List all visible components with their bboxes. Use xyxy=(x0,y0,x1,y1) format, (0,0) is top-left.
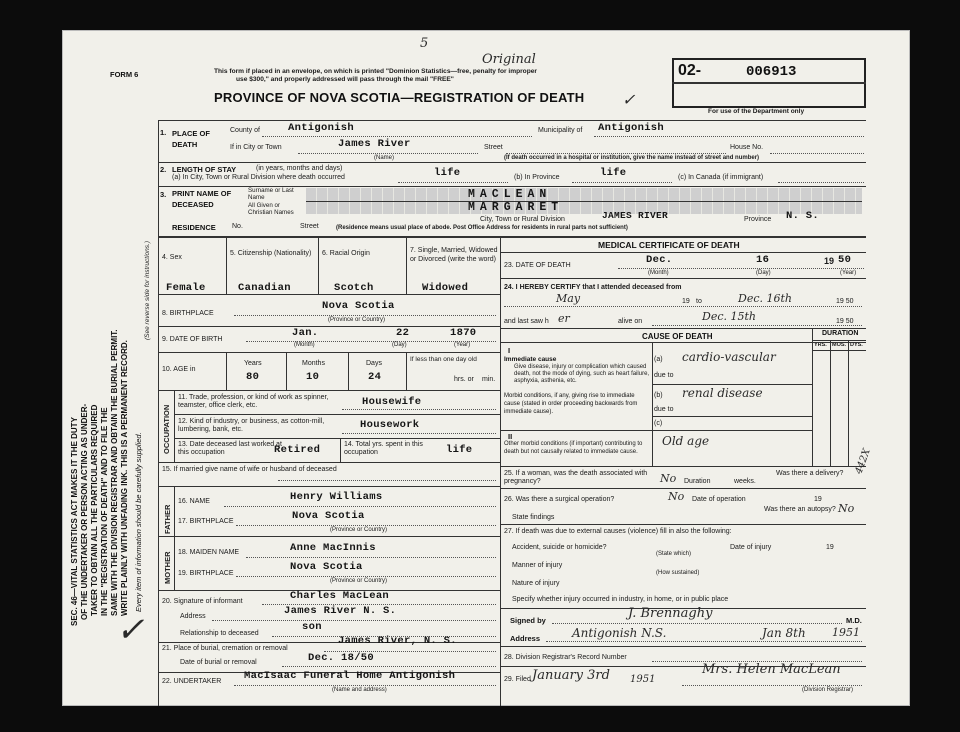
side-text-1: SEC. 46—VITAL STATISTICS ACT MAKES IT THE DUTY xyxy=(70,417,79,626)
informant-relationship-value: son xyxy=(302,621,322,633)
occupation-trade-value: Housewife xyxy=(362,396,422,408)
attended-from-hw: May xyxy=(556,292,581,305)
pregnancy-hw: No xyxy=(660,472,677,485)
dob-year-value: 1870 xyxy=(450,327,477,339)
death-month-value: Dec. xyxy=(646,254,673,266)
informant-address-value: James River N. S. xyxy=(284,605,397,617)
last-worked-value: Retired xyxy=(274,444,321,456)
handwritten-five: 5 xyxy=(420,36,429,51)
side-text-3: TAKER TO OBTAIN ALL THE PARTICULARS REQUIRED xyxy=(90,404,99,616)
residence-province-value: N. S. xyxy=(786,210,820,222)
residence-city-value: JAMES RIVER xyxy=(602,210,669,221)
filed-date-hw: January 3rd xyxy=(532,668,610,683)
form-title: PROVINCE OF NOVA SCOTIA—REGISTRATION OF DEATH xyxy=(214,90,585,105)
sex-value: Female xyxy=(166,282,206,294)
alive-on-hw: Dec. 15th xyxy=(702,310,756,323)
county-value: Antigonish xyxy=(288,122,355,134)
medical-certificate-title: MEDICAL CERTIFICATE OF DEATH xyxy=(598,240,740,250)
cause-of-death-title: CAUSE OF DEATH xyxy=(642,332,713,341)
father-side-label: FATHER xyxy=(163,504,172,534)
physician-address-hw: Antigonish N.S. xyxy=(572,626,667,640)
side-text-2: OF THE UNDERTAKER OR PERSON ACTING AS UNDER- xyxy=(80,403,89,620)
side-text-6: WRITE PLAINLY WITH UNFADING INK. THIS IS A PERMANENT RECORD. xyxy=(120,340,129,616)
registration-number: 006913 xyxy=(746,64,797,80)
side-text-4: IN THE "REGISTRATION OF DEATH" AND TO FILE THE xyxy=(100,407,109,616)
mother-birthplace-value: Nova Scotia xyxy=(290,561,363,573)
stay-province-value: life xyxy=(600,167,627,179)
undertaker-value: MacIsaac Funeral Home Antigonish xyxy=(244,670,456,682)
side-text-7: Every item of information should be carefully supplied. xyxy=(134,432,143,612)
death-registration-form: SEC. 46—VITAL STATISTICS ACT MAKES IT THE DUTY OF THE UNDERTAKER OR PERSON ACTING AS UNDER- TAKER TO OBTAIN ALL THE PARTICULARS REQUIRED IN THE "REGISTRATION OF DEATH" AND TO FILE THE SAME WITH THE DIVISION REGISTRAR AND OBTAIN THE BURIAL PERMIT. WRITE PLAINLY WITH UNFADING INK. THIS IS A PERMANENT RECORD. Every item of information should be carefully supplied. (See reverse side for instructions.) FORM 6 This form if placed in an envelope, on which is printed "Dominion Statistics—free, penalty for improper use $300," and properly addressed will pass through the mail "FREE" PROVINCE OF NOVA SCOTIA—REGISTRATION OF DEATH Original 5 ✓ 02- 006913 For use of the Department only 1. PLACE OF DEATH County of Antigonish Municipality of Antigonish If in City or Town James River (Name) Street House No. (If death occurred in a hospital or institution, give the name instead of street and number) 2. LENGTH OF STAY (in years, months and days) (a) In City, Town or Rural Division where death occurred life (b) In Province life (c) In Canada (if immigrant) 3. PRINT NAME OF DECEASED Surname or Last Name All Given or Christian Names MACLEAN MARGARET RESIDENCE No. Street City, Town or Rural Division JAMES RIVER Province N. S. (Residence means usual place of abode. Post Office Address for residents in rural parts not sufficient) 4. Sex 5. Citizenship (Nationality) 6. Racial Origin 7. Single, Married, Widowed or Divorced (write the word) Female Canadian Scotch Widowed 8. BIRTHPLACE Nova Scotia (Province or Country) 9. DATE OF BIRTH Jan. 22 1870 (Month) (Day) (Year) 10. AGE in Years Months Days If less than one day old 80 10 24 hrs. or min. OCCUPATION 11. Trade, profession, or kind of work as spinner, teamster, office clerk, etc. Housewife 12. Kind of industry, or business, as cotton-mill, lumbering, bank, etc. Housework 13. Date deceased last worked at this occupation Retired 14. Total yrs. spent in this occupation life 15. If married give name of wife or husband of deceased FATHER MOTHER 16. NAME Henry Williams 17. BIRTHPLACE Nova Scotia (Province or Country) 18. MAIDEN NAME Anne MacInnis 19. BIRTHPLACE Nova Scotia (Province or Country) 20. Signature of informant Charles MacLean Address James River N. S. Relationship to deceased son 21. Place of burial, cremation or removal James River, N. S. Date of burial or removal Dec. 18/50 22. UNDERTAKER MacIsaac Funeral Home Antigonish (Name and address) MEDICAL CERTIFICATE OF DEATH 23. DATE OF DEATH Dec. 16 19 50 (Month) (Day) (Year) 24. I HEREBY CERTIFY that I attended deceased from May 19 to Dec. 16th 19 50 and last saw h er alive on Dec. 15th 19 50 CAUSE OF DEATH DURATION YRS. MOS. DYS. I Immediate cause Give disease, injury or complication which caused death, not the mode of dying, such as heart failure, asphyxia, asthenia, etc. (a) cardio-vascular due to Morbid conditions, if any, giving rise to immediate cause (stated in order proceeding backwards from immediate cause). (b) renal disease due to (c) II Other morbid conditions (if important) contributing to death but not causally related to immediate cause. Old age 25. If a woman, was the death associated with pregnancy? No Duration weeks. Was there a delivery? 442X 26. Was there a surgical operation? No Date of operation 19 State findings Was there an autopsy? No 27. If death was due to external causes (violence) fill in also the following: Accident, suicide or homicide? (State which) Date of injury 19 Manner of injury (How sustained) Nature of injury Specify whether injury occurred in industry, in home, or in public place Signed by J. Brennaghy M.D. Address Antigonish N.S. Jan 8th 1951 28. Division Registrar's Record Number 29. Filed January 3rd 1951 Mrs. Helen MacLean (Division Registrar) ✓ xyxy=(62,30,910,706)
surgery-hw: No xyxy=(668,490,685,503)
length-of-stay-label: LENGTH OF STAY xyxy=(172,165,237,174)
citizenship-value: Canadian xyxy=(238,282,291,294)
occupation-side-label: OCCUPATION xyxy=(162,404,171,454)
form-number: FORM 6 xyxy=(110,70,139,79)
age-days-value: 24 xyxy=(368,371,382,383)
cause-a-hw: cardio-vascular xyxy=(682,350,776,364)
death-day-value: 16 xyxy=(756,254,770,266)
racial-origin-value: Scotch xyxy=(334,282,374,294)
occupation-industry-value: Housework xyxy=(360,419,420,431)
mother-side-label: MOTHER xyxy=(163,551,172,584)
handwritten-original: Original xyxy=(482,52,536,67)
dob-day-value: 22 xyxy=(396,327,410,339)
city-of-death-value: James River xyxy=(338,138,411,150)
father-birthplace-value: Nova Scotia xyxy=(292,510,365,522)
age-years-value: 80 xyxy=(246,371,260,383)
deceased-name-label: PRINT NAME OF DECEASED xyxy=(172,189,232,209)
cause-ii-hw: Old age xyxy=(662,434,710,448)
birthplace-value: Nova Scotia xyxy=(322,300,395,312)
stay-division-value: life xyxy=(434,167,461,179)
burial-place-value: James River, N. S. xyxy=(338,635,457,647)
autopsy-hw: No xyxy=(838,502,855,515)
burial-date-value: Dec. 18/50 xyxy=(308,652,375,664)
check-mark: ✓ xyxy=(622,90,636,109)
margin-check-mark: ✓ xyxy=(116,610,145,650)
marital-status-value: Widowed xyxy=(422,282,469,294)
physician-date-hw: Jan 8th xyxy=(762,626,806,640)
cause-b-hw: renal disease xyxy=(682,386,763,400)
duration-header: DURATION xyxy=(822,330,859,337)
dept-use-note: For use of the Department only xyxy=(708,108,805,115)
residence-label: RESIDENCE xyxy=(172,223,216,232)
age-months-value: 10 xyxy=(306,371,320,383)
surname-value: MACLEAN xyxy=(468,188,552,201)
informant-signature-value: Charles MacLean xyxy=(290,590,390,602)
registration-prefix: 02- xyxy=(678,62,702,79)
last-saw-hw: er xyxy=(558,312,570,325)
father-name-value: Henry Williams xyxy=(290,491,383,503)
envelope-note-1: This form if placed in an envelope, on which is printed "Dominion Statistics—free, penalty for improper xyxy=(214,68,537,75)
municipality-value: Antigonish xyxy=(598,122,665,134)
side-text-5: SAME WITH THE DIVISION REGISTRAR AND OBTAIN THE BURIAL PERMIT. xyxy=(110,329,119,616)
given-names-value: MARGARET xyxy=(468,201,564,214)
death-year-value: 50 xyxy=(838,254,852,266)
envelope-note-2: use $300," and properly addressed will pass through the mail "FREE" xyxy=(236,76,454,83)
margin-note-hw: 442X xyxy=(853,447,873,476)
total-years-value: life xyxy=(446,444,473,456)
attended-to-hw: Dec. 16th xyxy=(738,292,792,305)
side-text-8: (See reverse side for instructions.) xyxy=(144,241,151,340)
physician-signature-hw: J. Brennaghy xyxy=(628,606,713,621)
dob-month-value: Jan. xyxy=(292,327,319,339)
place-of-death-label: PLACE OF DEATH xyxy=(172,129,210,149)
registrar-signature-hw: Mrs. Helen MacLean xyxy=(702,662,841,677)
mother-maiden-name-value: Anne MacInnis xyxy=(290,542,376,554)
